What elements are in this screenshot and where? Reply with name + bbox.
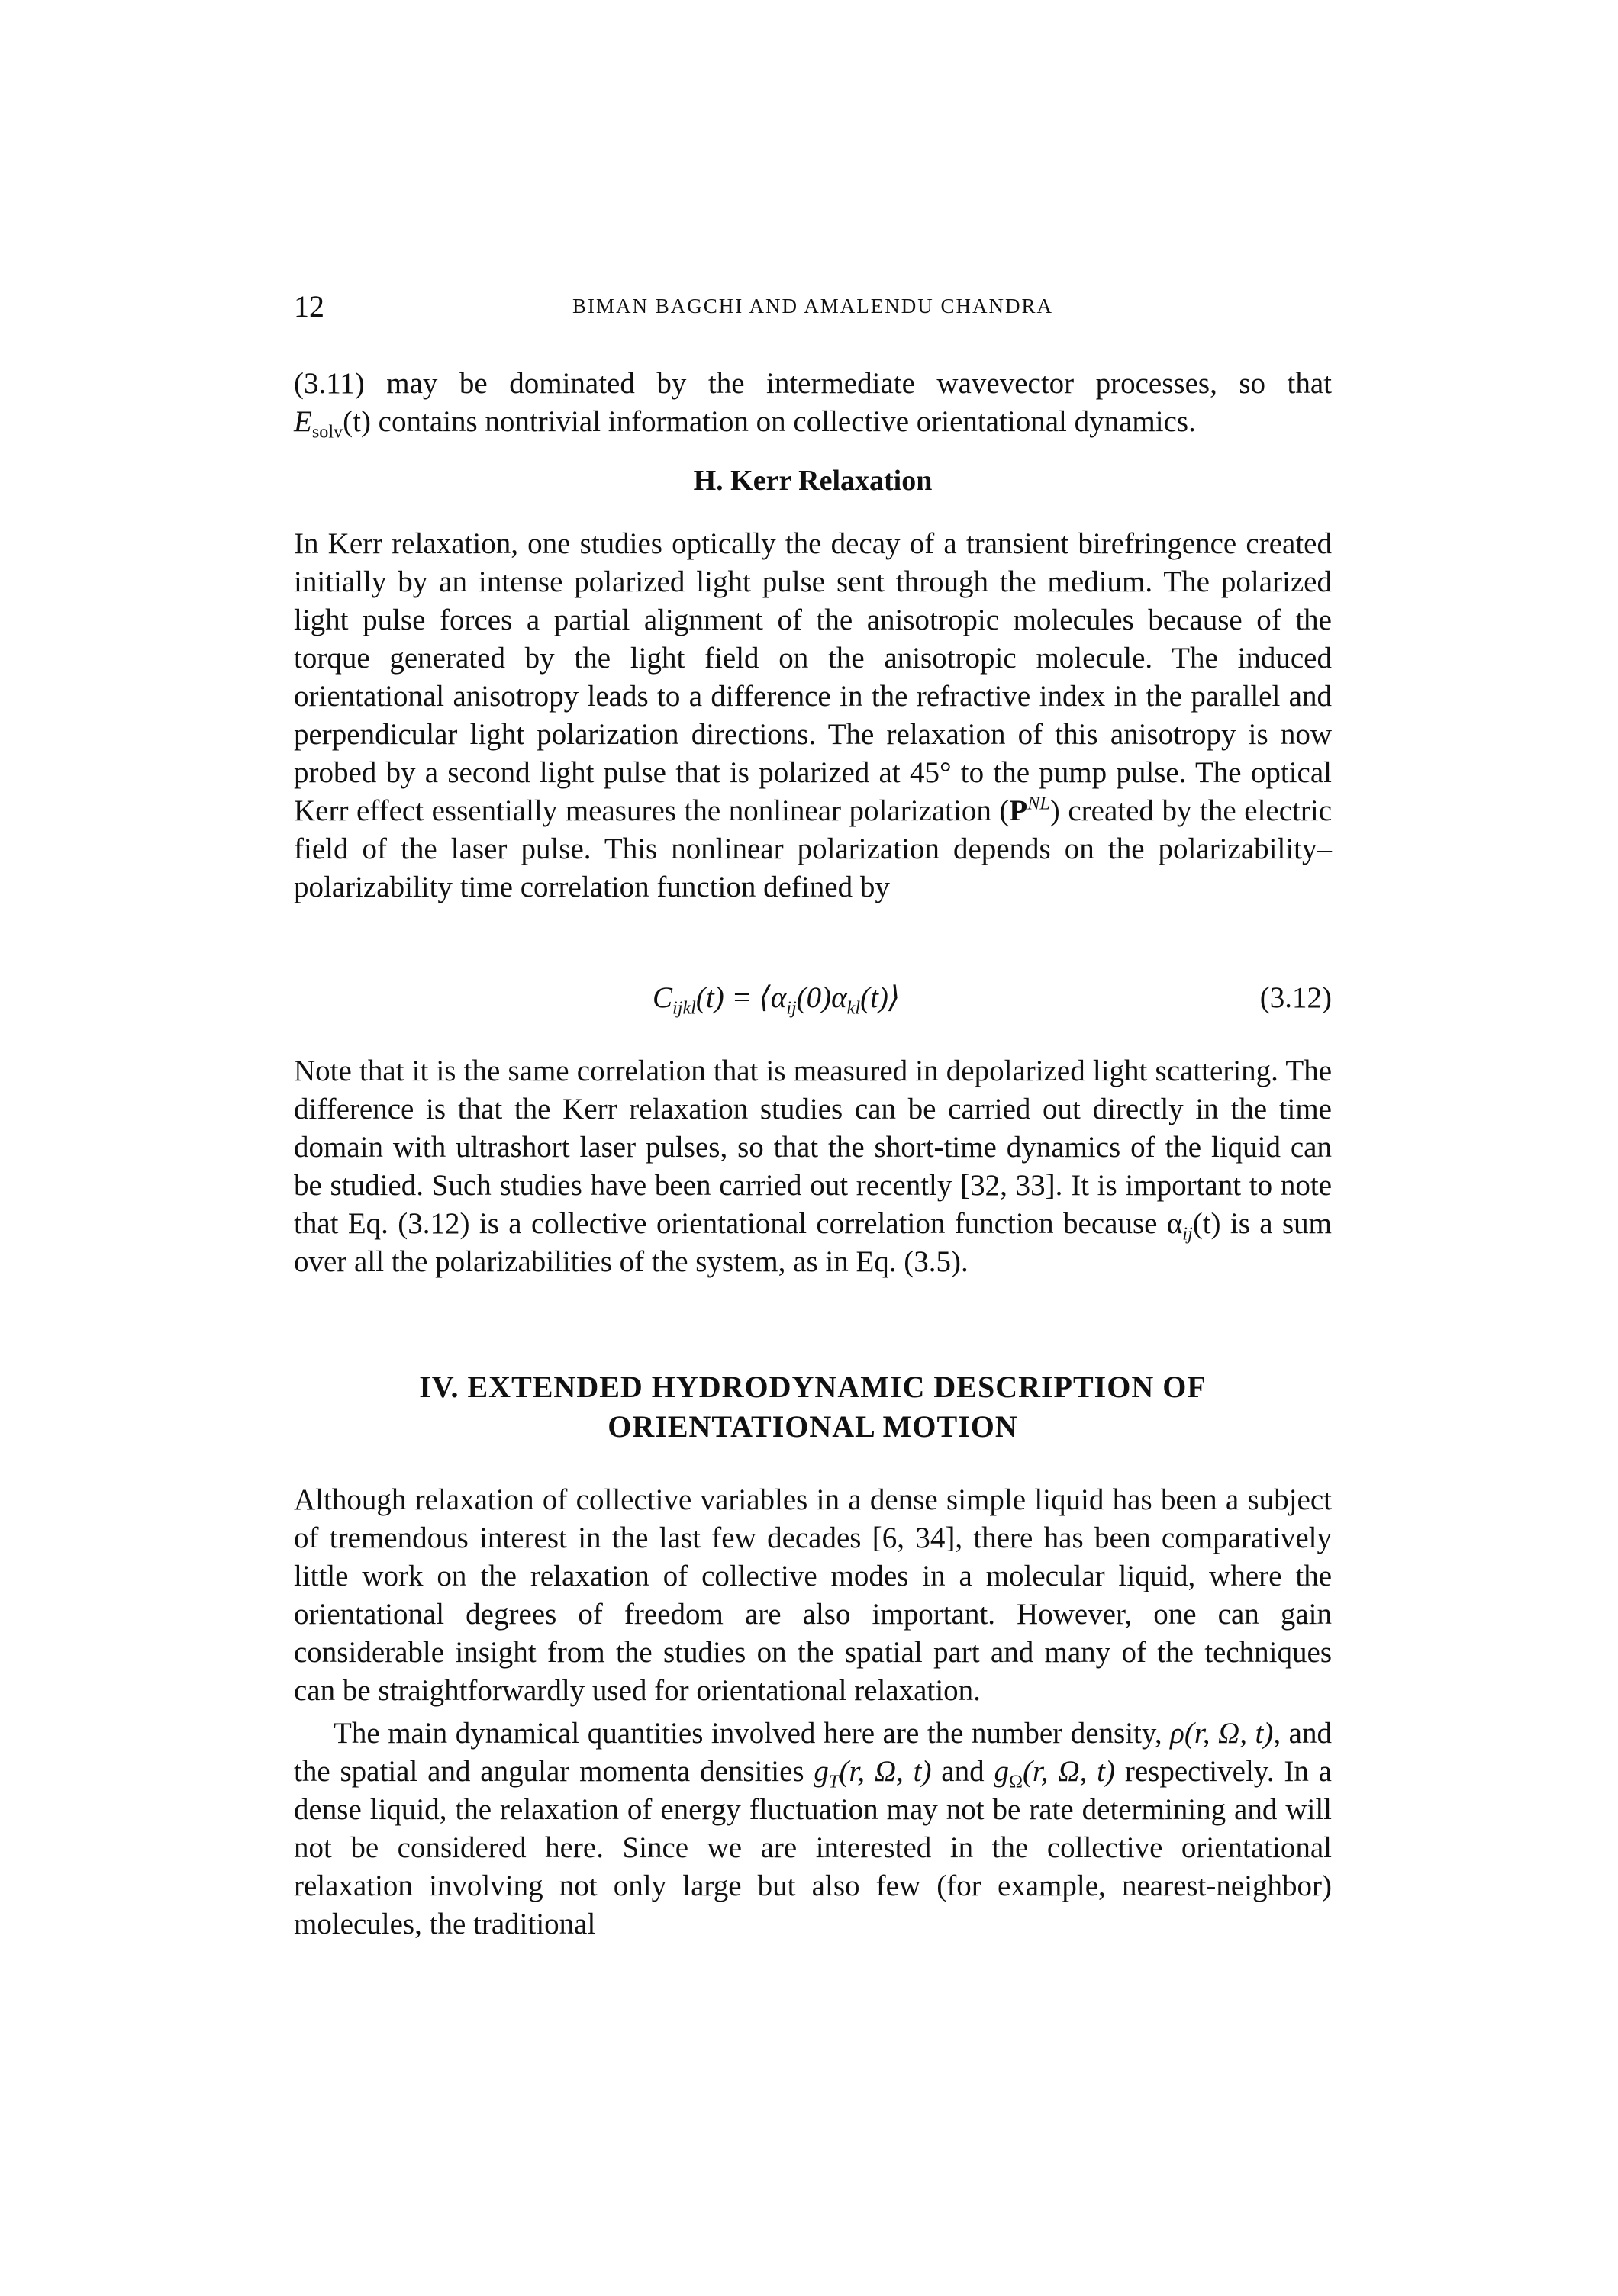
eq-lhs: C bbox=[653, 981, 673, 1014]
continuation-line-1: (3.11) may be dominated by the intermediate wavevector processes, so that bbox=[294, 367, 1332, 400]
gt-args: (r, Ω, t) bbox=[839, 1755, 932, 1788]
nonlinear-superscript: NL bbox=[1027, 793, 1050, 814]
equation-row bbox=[294, 981, 1332, 1026]
note-text-1: Note that it is the same correlation that is measured in depolarized light scattering. The difference is that the Kerr relaxation studies can be carried out directly in the time domain with ultrashort laser pulses, so that the short-time dynamics of the liquid can be studied. Such studies have been carried out recently [32, 33]. It is important to note that Eq. (3.12) is a collective orientational correlation function because α bbox=[294, 1055, 1332, 1240]
section-iv-line-1: IV. EXTENDED HYDRODYNAMIC DESCRIPTION OF bbox=[419, 1370, 1207, 1404]
go-sub: Ω bbox=[1008, 1771, 1023, 1792]
go-args: (r, Ω, t) bbox=[1022, 1755, 1116, 1788]
gt-sub: T bbox=[828, 1771, 840, 1792]
continuation-paragraph bbox=[294, 365, 1332, 441]
e-symbol: E bbox=[294, 405, 312, 438]
kerr-paragraph bbox=[294, 525, 1332, 906]
eq-body-1: (t) = ⟨α bbox=[695, 981, 787, 1014]
eq-a1-sub: ij bbox=[786, 997, 797, 1019]
eq-lhs-sub: ijkl bbox=[672, 997, 696, 1019]
kerr-text-2: ) created by the electric field of the laser pulse. This nonlinear polarization depends on the polarizability–polarizability time correlation function defined by bbox=[294, 794, 1333, 903]
nonlinear-polarization-symbol: P bbox=[1009, 794, 1028, 827]
eq-a2-sub: kl bbox=[846, 997, 861, 1019]
eq-body-3: (t)⟩ bbox=[860, 981, 901, 1014]
eq-body-2: (0)α bbox=[796, 981, 847, 1014]
equation-body bbox=[653, 981, 901, 1019]
continuation-line-2-text: (t) contains nontrivial information on collective orientational dynamics. bbox=[343, 405, 1196, 438]
main-quantities-paragraph bbox=[294, 1715, 1332, 1943]
page-number: 12 bbox=[294, 289, 324, 324]
section-h-title: H. Kerr Relaxation bbox=[693, 465, 933, 497]
section-iv-heading bbox=[294, 1367, 1332, 1447]
kerr-paragraph-text bbox=[294, 525, 1332, 906]
main-quantities-text bbox=[294, 1715, 1332, 1943]
continuation-line-2 bbox=[294, 403, 1332, 441]
rho-symbol: ρ(r, Ω, t) bbox=[1170, 1717, 1274, 1750]
note-paragraph-text bbox=[294, 1052, 1332, 1281]
equation-number: (3.12) bbox=[1259, 981, 1332, 1014]
note-paragraph bbox=[294, 1052, 1332, 1281]
page-header bbox=[294, 288, 1332, 327]
main-text-1: The main dynamical quantities involved here are the number density, bbox=[334, 1717, 1171, 1750]
go-symbol: g bbox=[994, 1755, 1009, 1788]
note-alpha-sub: ij bbox=[1182, 1223, 1193, 1245]
although-paragraph-text: Although relaxation of collective variables in a dense simple liquid has been a subject of tremendous interest in the last few decades [6, 34], there has been comparatively little work on the relaxation of collective modes in a molecular liquid, where the orientational degrees of freedom are also important. However, one can gain considerable insight from the studies on the spatial part and many of the techniques can be straightforwardly used for orientational relaxation. bbox=[294, 1483, 1332, 1707]
running-head: BIMAN BAGCHI AND AMALENDU CHANDRA bbox=[572, 295, 1054, 317]
equation-3-12 bbox=[294, 981, 1332, 1026]
e-subscript: solv bbox=[311, 421, 343, 443]
although-paragraph bbox=[294, 1481, 1332, 1710]
gt-symbol: g bbox=[814, 1755, 829, 1788]
kerr-text-1: In Kerr relaxation, one studies optically the decay of a transient birefringence created initially by an intense polarized light pulse sent through the medium. The polarized light pulse forces a partial alignment of the anisotropic molecules because of the torque generated by the light field on the anisotropic molecule. The induced orientational anisotropy leads to a difference in the refractive index in the parallel and perpendicular light polarization directions. The relaxation of this anisotropy is now probed by a second light pulse that is polarized at 45° to the pump pulse. The optical Kerr effect essentially measures the nonlinear polarization ( bbox=[294, 527, 1332, 827]
section-h bbox=[294, 464, 1332, 498]
note-text-2: (t) is a sum over all the polarizabilities of the system, as in Eq. (3.5). bbox=[294, 1207, 1332, 1278]
main-text-4: respectively. In a dense liquid, the relaxation of energy fluctuation may not be rate determining and will not be considered here. Since we are interested in the collective orientational relaxation involving not only large but also few (for example, nearest-neighbor) molecules, the traditional bbox=[294, 1755, 1332, 1940]
main-text-2: , and the spatial and angular momenta densities bbox=[294, 1717, 1332, 1788]
main-text-3: and bbox=[931, 1755, 994, 1788]
section-iv-line-2: ORIENTATIONAL MOTION bbox=[608, 1409, 1018, 1444]
